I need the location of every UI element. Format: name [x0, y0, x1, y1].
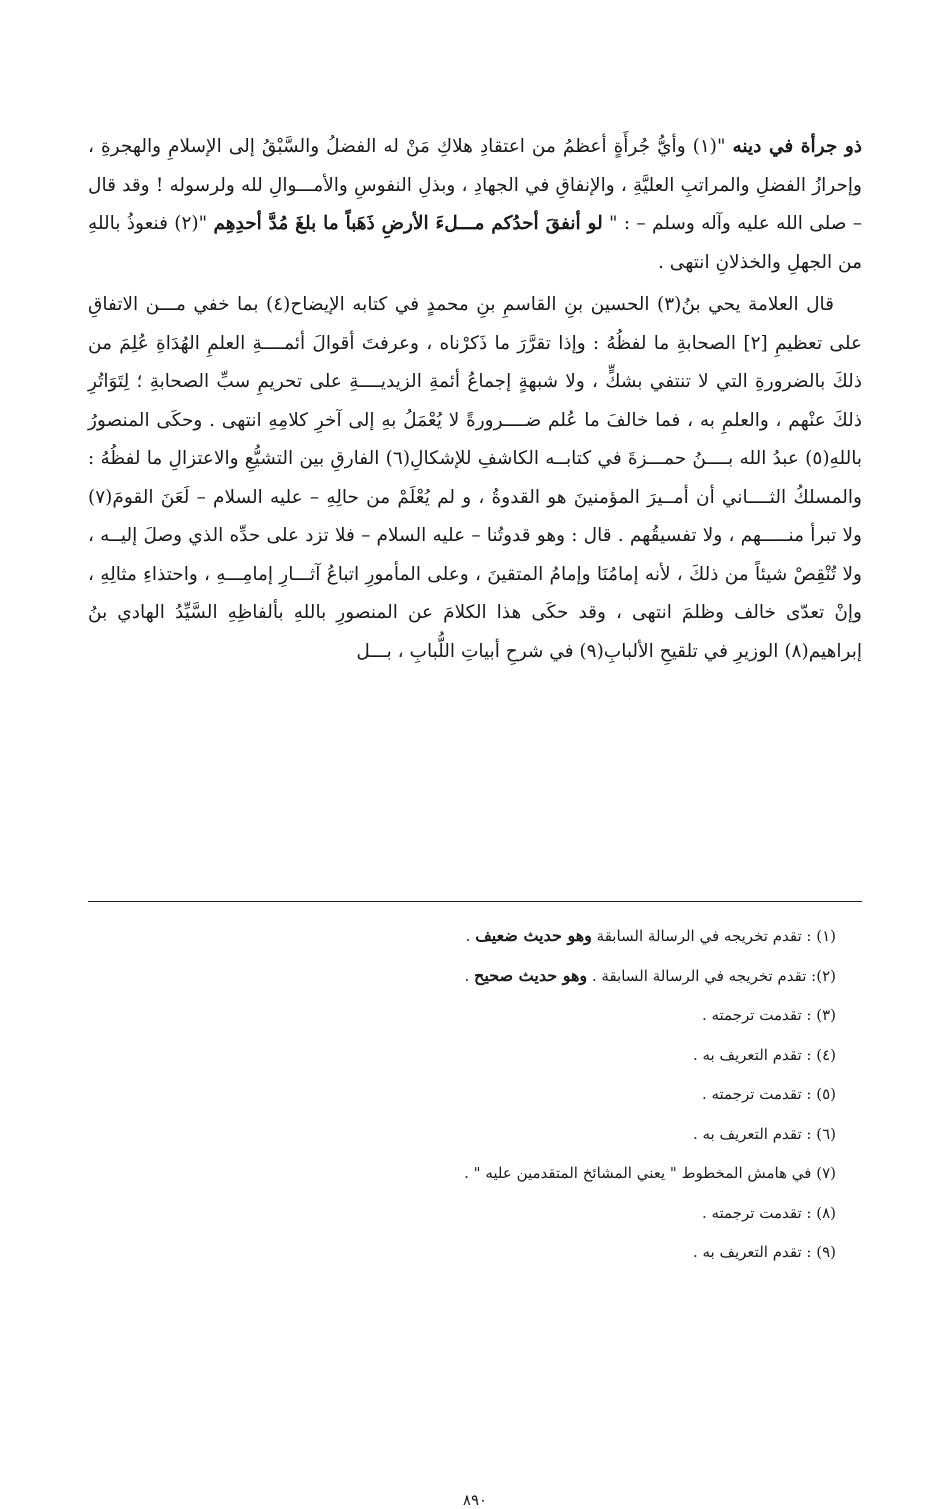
footnote-6 [96, 1114, 836, 1154]
footnote-text: (٧) في هامش المخطوط " يعني المشائخ المتقدمين عليه " . [464, 1164, 836, 1182]
hadith-quote: لو أنفقَ أحدُكم مـــلءَ الأرضِ ذَهَباً ما بلغَ مُدَّ أحدِهِم [213, 213, 603, 234]
footnote-end: . [465, 927, 476, 945]
page-number: ٨٩٠ [462, 1491, 488, 1509]
footnote-9 [96, 1232, 836, 1272]
footnote-text: (٢): تقدم تخريجه في الرسالة السابقة . [587, 966, 836, 985]
footnote-grade: وهو حديث صحيح [474, 965, 588, 985]
footnote-grade: وهو حديث ضعيف [475, 926, 592, 945]
footnote-1 [96, 916, 836, 956]
footnote-text: (٨) : تقدمت ترجمته . [701, 1203, 836, 1222]
footnote-3 [96, 995, 836, 1035]
footnote-4 [96, 1035, 836, 1075]
document-page [88, 128, 863, 1509]
text-segment: "(٢) فنعوذُ باللهِ من الجهلِ والخذلانِ انتهى . [88, 213, 862, 273]
footnote-text: (٥) : تقدمت ترجمته . [701, 1085, 836, 1103]
footnote-text: (٣) : تقدمت ترجمته . [701, 1006, 836, 1024]
footnote-end: . [464, 966, 475, 985]
bold-phrase: ذو جرأة في دينه [732, 136, 862, 157]
text-segment: "(١) وأيُّ جُرأَةٍ أعظمُ من اعتقادِ هلاكِ مَنْ له الفضلُ والسَّبْقُ إلى الإسلامِ والهجرةِ ، وإحرازُ الفضلِ والمراتبِ العليَّةِ ، والإنفاقِ في الجهادِ ، وبذلِ النفوسِ والأمـــوالِ لله ولرسوله ! وقد قال – صلى الله عليه وآله وسلم – : " [88, 136, 863, 234]
footnotes-list [96, 916, 836, 1272]
paragraph-1 [88, 128, 862, 282]
footnote-text: (١) : تقدم تخريجه في الرسالة السابقة [591, 927, 836, 945]
paragraph-2: قال العلامة يحي بنُ(٣) الحسين بنِ القاسمِ بنِ محمدٍ في كتابه الإيضاح(٤) بما خفي مـــن الاتفاقِ على تعظيمِ [٢] الصحابةِ ما لفظُهُ : وإذا تقرَّرَ ما ذَكرْناه ، وعرفتَ أقوالَ أئمــــةِ العلمِ الهُدَاةِ عُلِمَ من ذلكَ بالضرورةِ التي لا تنتفي بشكٍّ ، ولا شبهةٍ إجماعُ أئمةِ الزيديــــةِ على تحريمِ سبِّ الصحابةِ ؛ لِتَوَاتُرِ ذلكَ عنْهم ، والعلمِ به ، فما خالفَ ما عُلم ضــــرورةً لا يُعْمَلُ بهِ إلى آخرِ كلامِهِ انتهى . وحكَى المنصورُ باللهِ(٥) عبدُ الله بــــنُ حمـــزةَ في كتابــه الكاشفِ للإشكالِ(٦) الفارقِ بين التشيُّعِ والاعتزالِ ما لفظُهُ : والمسلكُ الثــــاني أن أمــيرَ المؤمنينَ هو القدوةُ ، و لم يُعْلَمْ من حالِهِ – عليه السلام – لَعَنَ القومَ(٧) ولا تبرأ منـــــهم ، ولا تفسيقُهم . قال : وهو قدوتُنا – عليه السلام – فلا تزد على حدِّه الذي وصلَ إليــه ، ولا تُنْقِصْ شيئاً من ذلكَ ، لأنه إمامُنَا وإمامُ المتقينَ ، وعلى المأمورِ اتباعُ آثـــارِ إمامِـــهِ ، واحتذاءِ مثالِهِ ، وإنْ تعدّى خالف وظلمَ انتهى ، وقد حكَى هذا الكلامَ عن المنصورِ باللهِ بألفاظِهِ السَّيِّدُ الهادي بنُ إبراهيم(٨) الوزيرِ في تلقيحِ الألبابِ(٩) في شرحِ أبياتِ اللُّبابِ ، بـــل [88, 294, 862, 662]
footnote-text: (٩) : تقدم التعريف به . [692, 1243, 836, 1261]
footnote-2 [96, 956, 836, 996]
footnote-5 [96, 1074, 836, 1114]
footnote-divider [88, 901, 862, 902]
footnote-7 [96, 1153, 836, 1193]
footnote-text: (٦) : تقدم التعريف به . [692, 1124, 836, 1143]
footnote-text: (٤) : تقدم التعريف به . [692, 1045, 836, 1064]
main-text [88, 128, 862, 671]
footnote-8 [96, 1193, 836, 1233]
